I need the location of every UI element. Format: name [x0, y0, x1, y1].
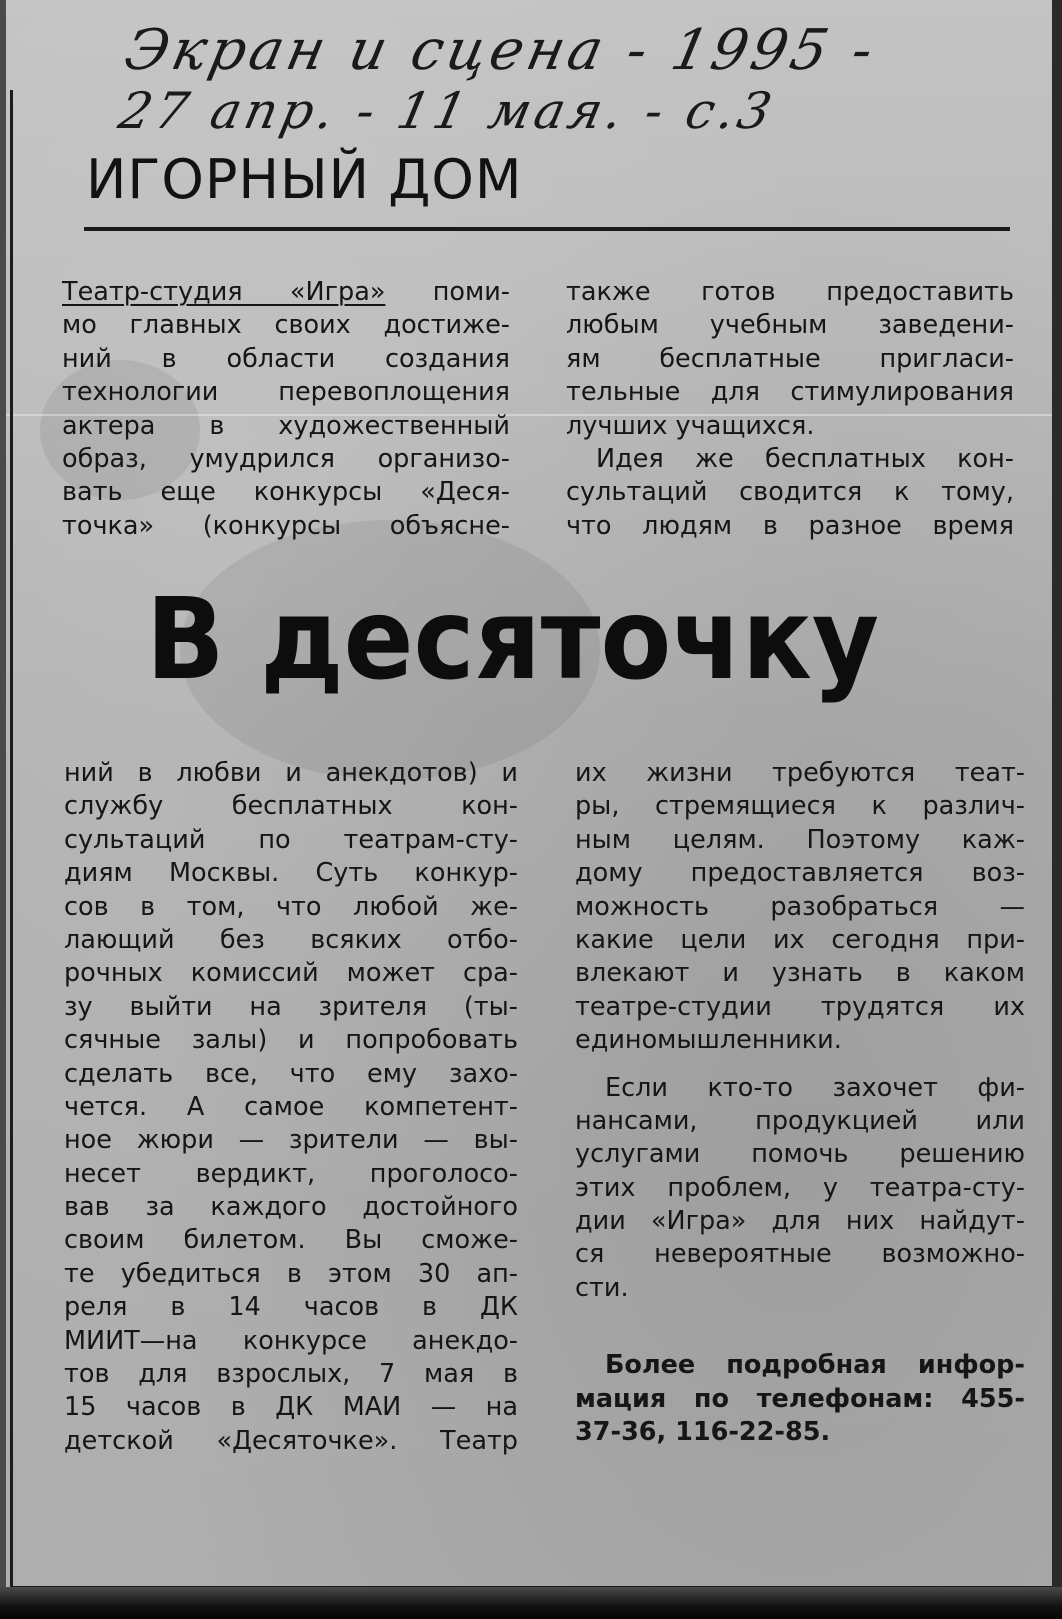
column-line: этих проблем, у театра-сту-	[575, 1172, 1025, 1203]
column-line: сультаций сводится к тому,	[566, 477, 1014, 508]
frame-left-rule	[10, 90, 13, 1590]
article-column-1	[62, 276, 510, 543]
column-line: Если кто-то захочет фи-	[605, 1072, 1025, 1103]
column-line: дому предоставляется воз-	[575, 858, 1025, 889]
column-line: единомышленники.	[575, 1025, 842, 1056]
column-line: услугами помочь решению	[575, 1139, 1025, 1170]
column-line: точка» (конкурсы объясне-	[62, 510, 510, 541]
column-line: зу выйти на зрителя (ты-	[64, 991, 518, 1022]
contact-info-line: Более подробная инфор-	[605, 1350, 1025, 1381]
column-line: тов для взрослых, 7 мая в	[64, 1359, 518, 1390]
column-line: вав за каждого достойного	[64, 1192, 518, 1223]
column-line: сов в том, что любой же-	[64, 891, 518, 922]
column-line: сти.	[575, 1272, 629, 1303]
column-line: что людям в разное время	[566, 510, 1014, 541]
column-line: ное жюри — зрители — вы-	[64, 1125, 518, 1156]
column-line: театре-студии трудятся их	[575, 991, 1025, 1022]
article-column-4	[575, 757, 1025, 1449]
column-line: вать еще конкурсы «Деся-	[62, 477, 510, 508]
column-line: образ, умудрился организо-	[62, 443, 510, 474]
lead-phrase: Театр-студия «Игра»	[62, 277, 386, 307]
column-line: ным целям. Поэтому каж-	[575, 824, 1025, 855]
scan-right-edge	[1052, 0, 1062, 1619]
column-line: влекают и узнать в каком	[575, 958, 1025, 989]
contact-info-line: мация по телефонам: 455-	[575, 1383, 1025, 1414]
column-line: какие цели их сегодня при-	[575, 924, 1025, 955]
column-line: детской «Десяточке». Театр	[64, 1425, 518, 1456]
column-line: службу бесплатных кон-	[64, 791, 518, 822]
article-column-2	[566, 276, 1014, 543]
column-line: любым учебным заведени-	[566, 310, 1014, 341]
paragraph-gap	[575, 1305, 1025, 1349]
paragraph-gap	[575, 1058, 1025, 1072]
scan-left-edge	[0, 0, 6, 1619]
contact-info-line: 37-36, 116-22-85.	[575, 1417, 831, 1448]
column-line	[62, 276, 510, 309]
article-headline: В десяточку	[146, 575, 880, 705]
column-line: чется. А самое компетент-	[64, 1091, 518, 1122]
column-line: 15 часов в ДК МАИ — на	[64, 1392, 518, 1423]
column-line: реля в 14 часов в ДК	[64, 1292, 518, 1323]
column-line: МИИТ—на конкурсе анекдо-	[64, 1325, 518, 1356]
article-column-3	[64, 757, 518, 1458]
column-line: ры, стремящиеся к различ-	[575, 791, 1025, 822]
column-line: лающий без всяких отбо-	[64, 924, 518, 955]
column-line: Идея же бесплатных кон-	[596, 443, 1014, 474]
column-line: можность разобраться —	[575, 891, 1025, 922]
column-line-text: поми-	[385, 277, 510, 307]
column-line: диям Москвы. Суть конкур-	[64, 858, 518, 889]
column-line: актера в художественный	[62, 410, 510, 441]
column-line: технологии перевоплощения	[62, 377, 510, 408]
handwritten-source-note-line-1: Экран и сцена - 1995 -	[119, 18, 883, 83]
column-line: те убедиться в этом 30 ап-	[64, 1258, 518, 1289]
column-line: ний в любви и анекдотов) и	[64, 758, 518, 788]
column-line: ся невероятные возможно-	[575, 1239, 1025, 1270]
column-line: ний в области создания	[62, 343, 510, 374]
rubric-heading: ИГОРНЫЙ ДОМ	[86, 148, 523, 211]
column-line: лучших учащихся.	[566, 410, 815, 441]
column-line: ям бесплатные пригласи-	[566, 343, 1014, 374]
handwritten-source-note-line-2: 27 апр. - 11 мая. - с.3	[113, 82, 781, 140]
scan-bottom-edge	[0, 1587, 1062, 1619]
column-line: сделать все, что ему захо-	[64, 1058, 518, 1089]
column-line: рочных комиссий может сра-	[64, 958, 518, 989]
column-line: сультаций по театрам-сту-	[64, 824, 518, 855]
column-line: также готов предоставить	[566, 277, 1014, 307]
column-line: несет вердикт, проголосо-	[64, 1158, 518, 1189]
column-line: сячные залы) и попробовать	[64, 1025, 518, 1056]
column-line: мо главных своих достиже-	[62, 310, 510, 341]
column-line: тельные для стимулирования	[566, 377, 1014, 408]
column-line: своим билетом. Вы сможе-	[64, 1225, 518, 1256]
rubric-underline-rule	[84, 227, 1010, 231]
column-line: нансами, продукцией или	[575, 1105, 1025, 1136]
column-line: дии «Игра» для них найдут-	[575, 1206, 1025, 1237]
column-line: их жизни требуются теат-	[575, 758, 1025, 788]
